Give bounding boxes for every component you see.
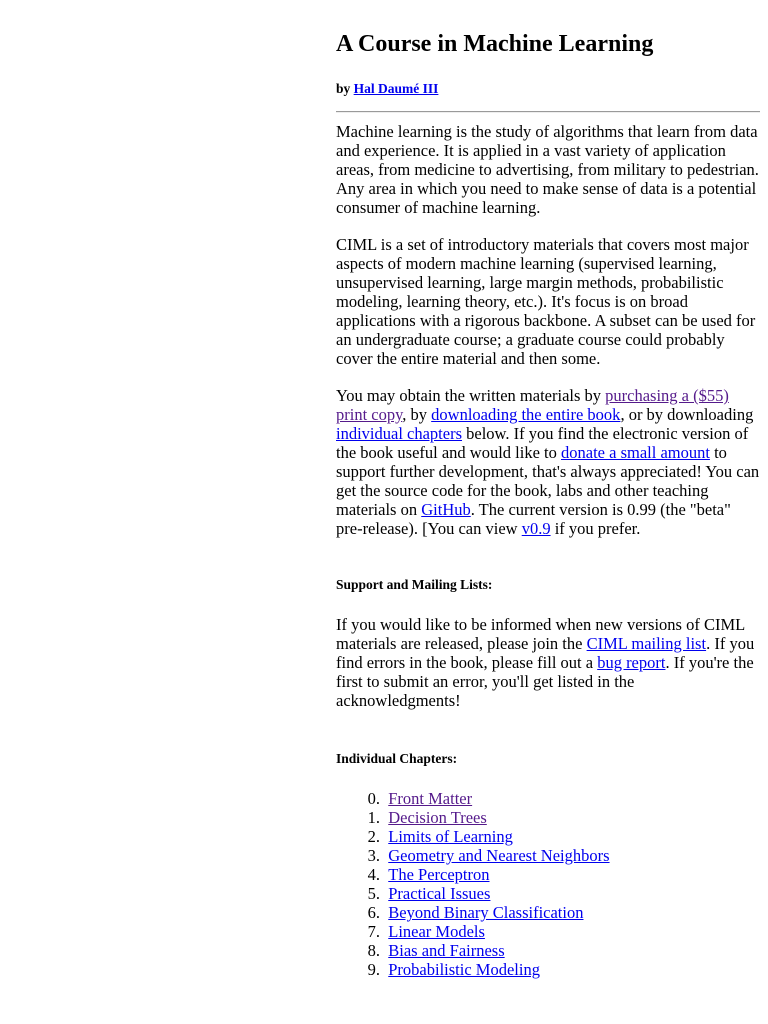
support-text-3: . If you're the first to submit an error, you'll get listed in the acknowledgments! [336, 653, 754, 710]
chapter-link-beyond-binary-classification[interactable]: Beyond Binary Classification [388, 903, 584, 922]
obtain-paragraph [336, 386, 760, 538]
chapter-number: 4. [367, 865, 380, 884]
chapter-link-perceptron[interactable]: The Perceptron [388, 865, 490, 884]
download-entire-book-link[interactable]: downloading the entire book [431, 405, 621, 424]
v09-link[interactable]: v0.9 [521, 519, 551, 538]
obtain-text-6: . The current version is 0.99 (the "beta" pre-release). [You can view [336, 500, 731, 538]
list-item [336, 827, 760, 846]
list-item [336, 846, 760, 865]
chapter-link-linear-models[interactable]: Linear Models [388, 922, 485, 941]
support-text-1: If you would like to be informed when new versions of CIML materials are released, please join the [336, 615, 745, 653]
chapter-link-probabilistic-modeling[interactable]: Probabilistic Modeling [388, 960, 540, 979]
obtain-text-3: , or by downloading [620, 405, 754, 424]
obtain-text-5: to support further development, that's always appreciated! You can get the source code for the book, labs and other teaching materials on [336, 443, 760, 519]
page-content [336, 28, 760, 979]
list-item [336, 903, 760, 922]
chapter-link-geometry-nearest-neighbors[interactable]: Geometry and Nearest Neighbors [388, 846, 610, 865]
intro-paragraph: Machine learning is the study of algorithms that learn from data and experience. It is applied in a vast variety of application areas, from medicine to advertising, from military to pedestrian. Any area in which you need to make sense of data is a potential consumer of machine learning. [336, 122, 759, 217]
chapter-number: 8. [367, 941, 380, 960]
chapter-list [336, 789, 760, 979]
byline-prefix: by [336, 81, 354, 96]
chapter-link-decision-trees[interactable]: Decision Trees [388, 808, 487, 827]
chapter-number: 7. [367, 922, 380, 941]
mailing-list-link[interactable]: CIML mailing list [586, 634, 707, 653]
chapter-number: 6. [367, 903, 380, 922]
page-title: A Course in Machine Learning [336, 31, 654, 57]
list-item [336, 922, 760, 941]
list-item [336, 789, 760, 808]
list-item [336, 884, 760, 903]
donate-link[interactable]: donate a small amount [561, 443, 710, 462]
chapter-number: 3. [367, 846, 380, 865]
author-link[interactable]: Hal Daumé III [353, 81, 439, 96]
support-text-2: . If you find errors in the book, please fill out a [336, 634, 755, 672]
chapter-number: 1. [367, 808, 380, 827]
chapter-number: 0. [367, 789, 380, 808]
list-item [336, 941, 760, 960]
ciml-paragraph: CIML is a set of introductory materials that covers most major aspects of modern machine learning (supervised learning, unsupervised learning, large margin methods, probabilistic modeling, learning theory, etc.). It's focus is on broad applications with a rigorous backbone. A subset can be used for an undergraduate course; a graduate course could probably cover the entire material and then some. [336, 235, 756, 368]
chapter-number: 2. [367, 827, 380, 846]
chapter-number: 5. [367, 884, 380, 903]
obtain-text-7: if you prefer. [550, 519, 641, 538]
purchase-print-copy-link[interactable]: purchasing a ($55) print copy [336, 386, 729, 424]
support-paragraph [336, 615, 760, 710]
chapter-link-limits-of-learning[interactable]: Limits of Learning [388, 827, 513, 846]
list-item [336, 865, 760, 884]
obtain-text-4: below. If you find the electronic version of the book useful and would like to [336, 424, 749, 462]
chapter-link-practical-issues[interactable]: Practical Issues [388, 884, 491, 903]
obtain-text-2: , by [402, 405, 432, 424]
chapters-heading: Individual Chapters: [336, 751, 458, 766]
obtain-text-1: You may obtain the written materials by [336, 386, 606, 405]
chapter-link-front-matter[interactable]: Front Matter [388, 789, 473, 808]
individual-chapters-link[interactable]: individual chapters [336, 424, 463, 443]
divider [336, 111, 760, 113]
chapter-link-bias-and-fairness[interactable]: Bias and Fairness [388, 941, 505, 960]
github-link[interactable]: GitHub [421, 500, 471, 519]
chapter-number: 9. [367, 960, 380, 979]
byline [336, 80, 760, 97]
list-item [336, 960, 760, 979]
list-item [336, 808, 760, 827]
support-heading: Support and Mailing Lists: [336, 577, 493, 592]
bug-report-link[interactable]: bug report [597, 653, 666, 672]
